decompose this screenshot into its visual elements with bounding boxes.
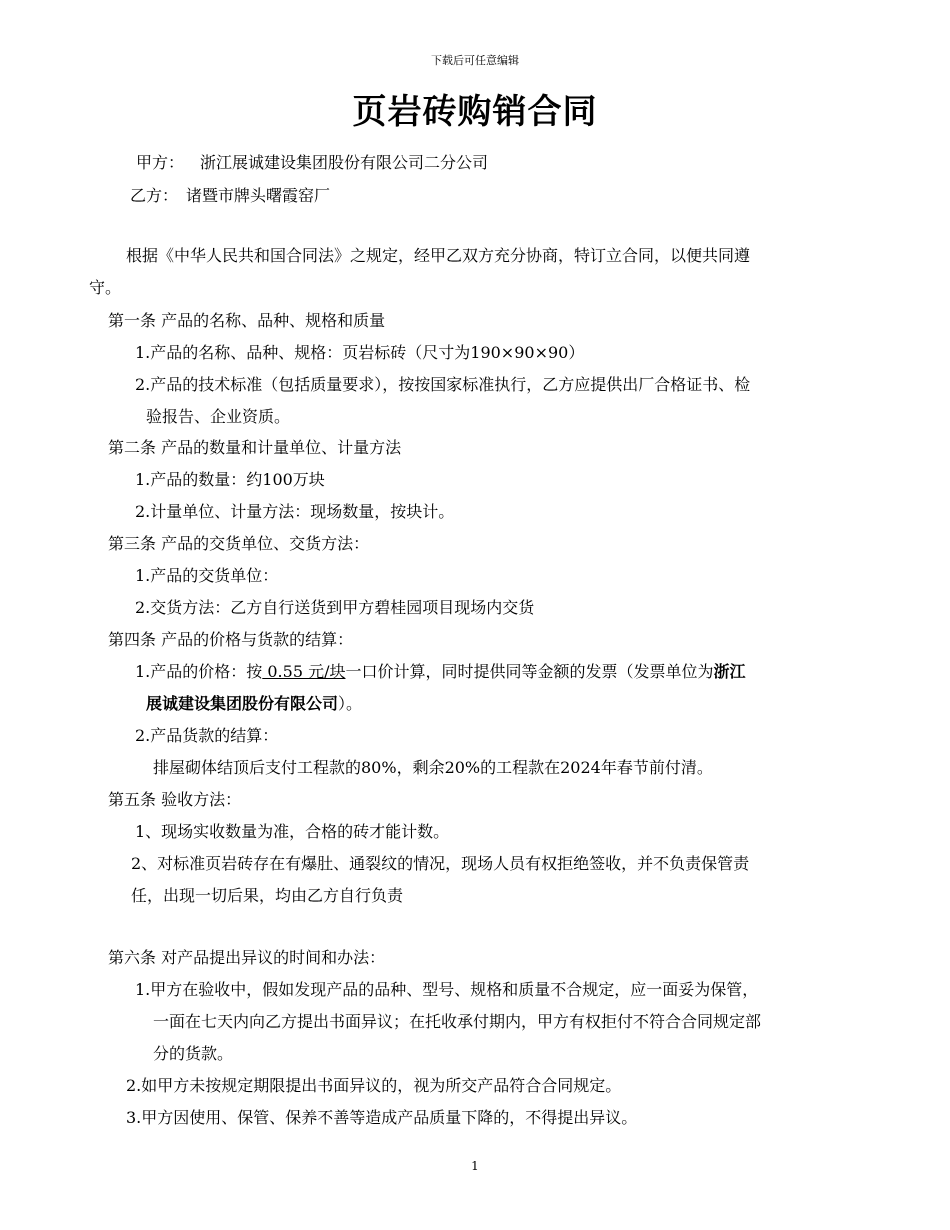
article-5-item-2-cont: 任，出现一切后果，均由乙方自行负责 xyxy=(131,886,404,905)
article-6-item-3: 3.甲方因使用、保管、保养不善等造成产品质量下降的，不得提出异议。 xyxy=(126,1108,638,1127)
article-6-item-2: 2.如甲方未按规定期限提出书面异议的，视为所交产品符合合同规定。 xyxy=(126,1076,622,1095)
article-6-item-1-cont-1: 一面在七天内向乙方提出书面异议；在托收承付期内，甲方有权拒付不符合合同规定部 xyxy=(153,1012,762,1031)
article-1-item-2-cont: 验报告、企业资质。 xyxy=(146,407,291,426)
article-4-item-1 xyxy=(135,661,746,683)
article-6-item-1: 1.甲方在验收中，假如发现产品的品种、型号、规格和质量不合规定，应一面妥为保管， xyxy=(135,980,759,999)
party-a-name: 浙江展诚建设集团股份有限公司二分公司 xyxy=(200,153,489,172)
party-a-label: 甲方： xyxy=(136,153,185,172)
article-1-item-1: 1.产品的名称、品种、规格：页岩标砖（尺寸为190×90×90） xyxy=(135,343,585,362)
article-5-item-2: 2、对标准页岩砖存在有爆肚、通裂纹的情况，现场人员有权拒绝签收，并不负责保管责 xyxy=(131,854,750,873)
page-header: 下载后可任意编辑 xyxy=(431,54,519,67)
article-5-item-1: 1、现场实收数量为准，合格的砖才能计数。 xyxy=(135,822,450,841)
article-2-item-2: 2.计量单位、计量方法：现场数量，按块计。 xyxy=(135,502,455,521)
article-4-item-1-cont xyxy=(146,693,362,715)
unit-price: 0.55 元/块 xyxy=(262,662,346,681)
price-suffix: 一口价计算，同时提供同等金额的发票（发票单位为 xyxy=(345,662,714,681)
price-prefix: 1.产品的价格：按 xyxy=(135,662,263,681)
article-2-title: 第二条 产品的数量和计量单位、计量方法 xyxy=(108,438,402,457)
invoice-company-part-1: 浙江 xyxy=(713,662,746,681)
document-title: 页岩砖购销合同 xyxy=(352,92,598,132)
article-4-item-2-detail: 排屋砌体结顶后支付工程款的80%，剩余20%的工程款在2024年春节前付清。 xyxy=(153,758,713,777)
intro-line-1: 根据《中华人民共和国合同法》之规定，经甲乙双方充分协商，特订立合同，以便共同遵 xyxy=(126,246,751,265)
invoice-company-part-2: 展诚建设集团股份有限公司 xyxy=(146,694,339,713)
invoice-end: ）。 xyxy=(338,694,363,713)
article-3-item-1: 1.产品的交货单位： xyxy=(135,566,279,585)
article-5-title: 第五条 验收方法： xyxy=(108,790,242,809)
article-4-title: 第四条 产品的价格与货款的结算： xyxy=(108,630,354,649)
article-6-title: 第六条 对产品提出异议的时间和办法： xyxy=(108,948,386,967)
intro-line-2: 守。 xyxy=(89,278,122,297)
article-4-item-2: 2.产品货款的结算： xyxy=(135,726,279,745)
party-b xyxy=(130,185,330,207)
article-1-item-2: 2.产品的技术标准（包括质量要求），按按国家标准执行，乙方应提供出厂合格证书、检 xyxy=(135,375,751,394)
party-b-name: 诸暨市牌头曙霞窑厂 xyxy=(186,186,331,205)
article-6-item-1-cont-2: 分的货款。 xyxy=(153,1044,234,1063)
article-3-item-2: 2.交货方法：乙方自行送货到甲方碧桂园项目现场内交货 xyxy=(135,598,535,617)
party-b-label: 乙方： xyxy=(130,186,179,205)
article-3-title: 第三条 产品的交货单位、交货方法： xyxy=(108,534,370,553)
article-1-title: 第一条 产品的名称、品种、规格和质量 xyxy=(108,311,386,330)
party-a xyxy=(136,152,488,174)
article-2-item-1: 1.产品的数量：约100万块 xyxy=(135,470,325,489)
page-number: 1 xyxy=(471,1159,479,1173)
